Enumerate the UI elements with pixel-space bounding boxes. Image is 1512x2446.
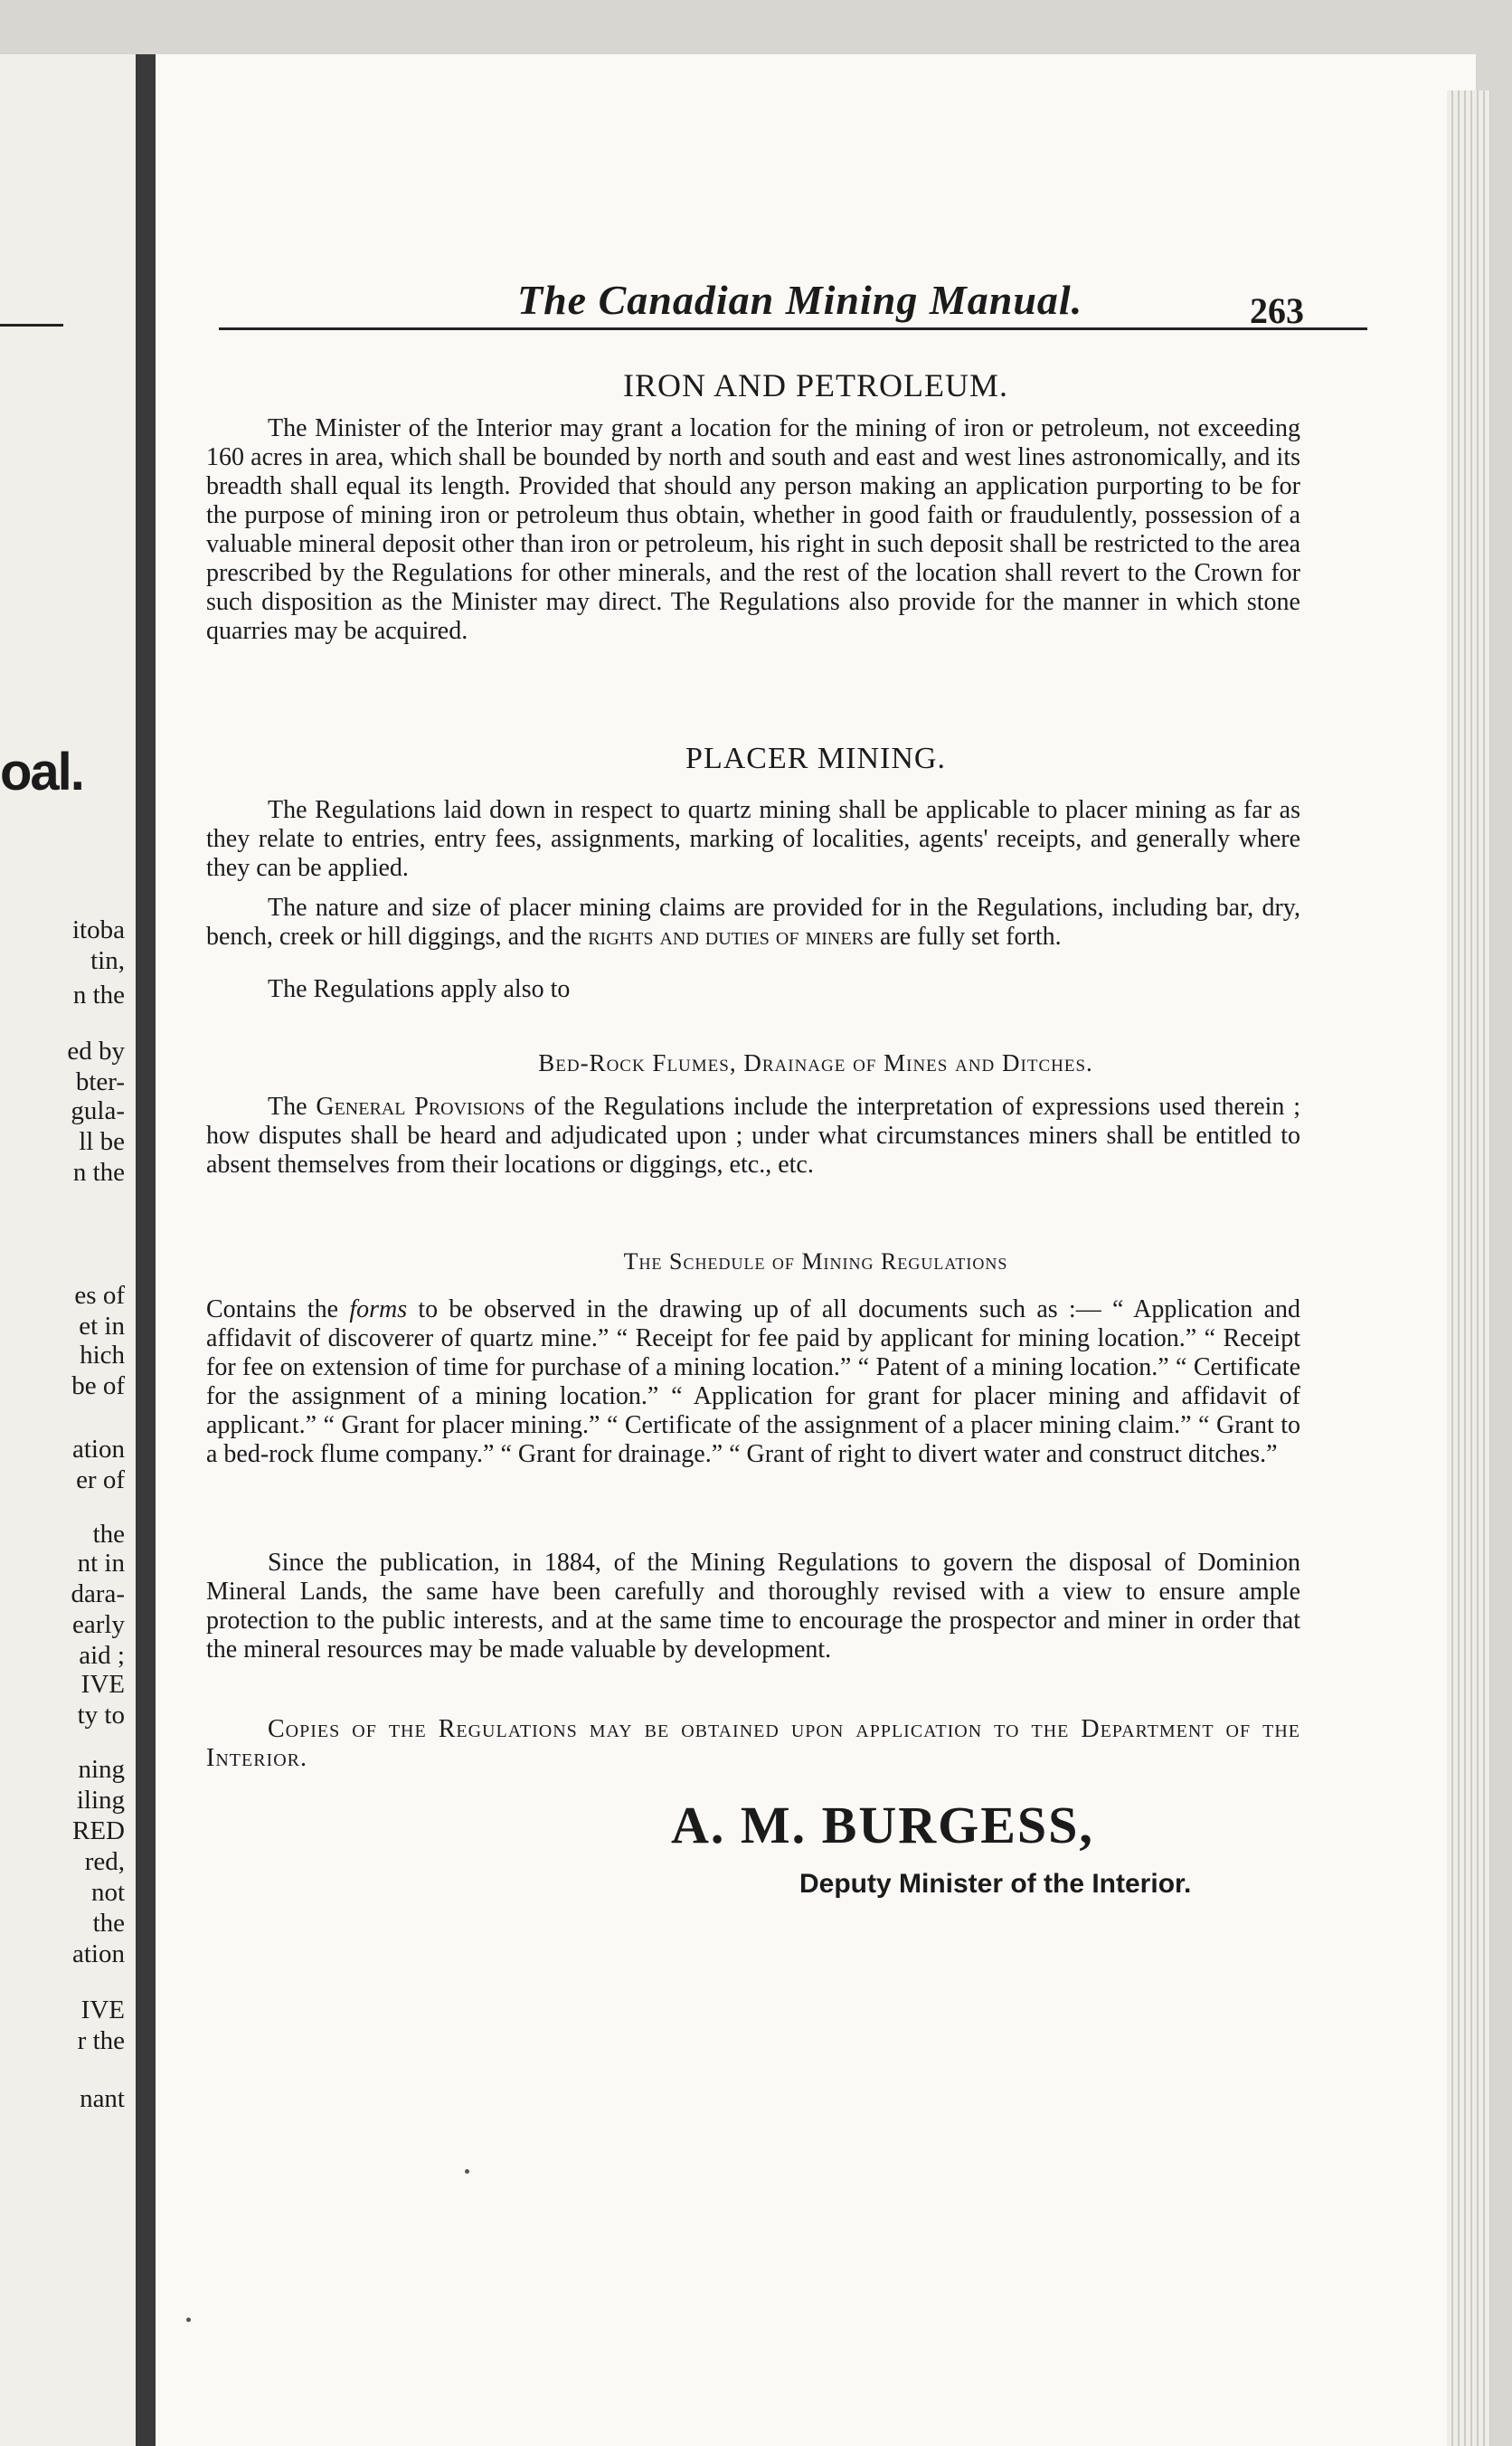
previous-page-text-fragment: n the	[72, 1158, 125, 1187]
since-publication-paragraph: Since the publication, in 1884, of the Mining Regulations to govern the disposal of Dominion Mineral Lands, the same have been carefully and thoroughly revised with a view to ensure ample protection to the public interests, and at the same time to encourage the prospector and miner in order that the mineral resources may be made valuable by development.	[206, 1549, 1300, 1664]
previous-page-text-fragment: iling	[76, 1786, 125, 1815]
previous-page-text-fragment: itoba	[72, 915, 125, 944]
iron-petroleum-paragraph: The Minister of the Interior may grant a location for the mining of iron or petroleum, not exceeding 160 acres in area, which shall be bounded by north and south and east and west lines astronomically, and its breadth shall equal its length. Provided that should any person making an application purporting to be for the purpose of mining iron or petroleum thus obtain, whether in good faith or fraudulently, possession of a valuable mineral deposit other than iron or petroleum, his right in such deposit shall be restricted to the area prescribed by the Regulations for other minerals, and the rest of the location shall revert to the Crown for such disposition as the Minister may direct. The Regulations also provide for the manner in which stone quarries may be acquired.	[206, 414, 1300, 645]
previous-page-text-fragment: r the	[77, 2026, 125, 2055]
signature-title: Deputy Minister of the Interior.	[799, 1869, 1192, 1899]
previous-page-text-fragment: gula-	[71, 1096, 125, 1125]
previous-page-text-fragment: IVE	[80, 1996, 125, 2024]
signature-name: A. M. BURGESS,	[671, 1796, 1094, 1854]
previous-page-text-fragment: ty to	[77, 1701, 125, 1730]
placer-paragraph-2: The nature and size of placer mining claims are provided for in the Regulations, including bar, dry, bench, creek or hill diggings, and the rights and duties of miners are fully set forth.	[206, 894, 1300, 951]
previous-page-text-fragment: et in	[79, 1312, 125, 1341]
previous-page-fragment	[0, 54, 138, 2446]
previous-page-text-fragment: nant	[80, 2084, 125, 2113]
page-number: 263	[1250, 290, 1304, 331]
previous-page-text-fragment: nt in	[77, 1549, 125, 1578]
previous-page-text-fragment: tin,	[90, 946, 125, 975]
iron-petroleum-heading: IRON AND PETROLEUM.	[622, 367, 1008, 403]
previous-page-text-fragment: aid ;	[79, 1641, 125, 1670]
schedule-paragraph: Contains the forms to be observed in the drawing up of all documents such as :— “ Application and affidavit of discoverer of quartz mine.” “ Receipt for fee paid by applicant for mining location.” “ Receipt for fee on extension of time for purchase of a mining location.” “ Patent of a mining location.” “ Certificate for the assignment of a mining location.” “ Application for grant for placer mining and affidavit of applicant.” “ Grant for placer mining.” “ Certificate of the assignment of a placer mining claim.” “ Grant to a bed-rock flume company.” “ Grant for drainage.” “ Grant of right to divert water and construct ditches.”	[206, 1295, 1301, 1468]
placer-paragraph-3: The Regulations apply also to	[268, 975, 571, 1003]
previous-page-text-fragment: er of	[76, 1465, 125, 1494]
copies-notice: Copies of the Regulations may be obtained upon application to the Department of the Interior.	[206, 1715, 1300, 1772]
placer-mining-heading: PLACER MINING.	[685, 742, 946, 775]
header-rule	[219, 327, 1367, 330]
previous-page-text-fragment: ning	[78, 1755, 125, 1784]
placer-paragraph-1: The Regulations laid down in respect to quartz mining shall be applicable to placer mining as far as they relate to entries, entry fees, assignments, marking of localities, agents' receipts, and generally where they can be applied.	[206, 796, 1300, 882]
previous-page-text-fragment: the	[92, 1520, 125, 1549]
previous-page-text-fragment: red,	[84, 1847, 125, 1876]
previous-page-rule	[0, 324, 63, 327]
previous-page-text-fragment: ation	[72, 1939, 125, 1968]
bedrock-heading: Bed-Rock Flumes, Drainage of Mines and Ditches.	[538, 1049, 1093, 1076]
previous-page-text-fragment: ation	[72, 1435, 125, 1464]
page-edge-stack	[1447, 90, 1490, 2446]
previous-page-text-fragment: bter-	[75, 1067, 125, 1096]
previous-page-text-fragment: be of	[71, 1371, 125, 1400]
previous-page-text-fragment: RED	[72, 1816, 125, 1845]
running-header: The Canadian Mining Manual.	[517, 277, 1083, 323]
previous-page-title-fragment: oal.	[0, 743, 83, 801]
general-provisions-paragraph: The General Provisions of the Regulations include the interpretation of expressions used therein ; how disputes shall be heard and adjudicated upon ; under what circumstances miners shall be entitled to absent themselves from their locations or diggings, etc., etc.	[206, 1093, 1301, 1179]
previous-page-text-fragment: ed by	[67, 1037, 125, 1066]
book-gutter	[136, 54, 156, 2446]
previous-page-text-fragment: not	[90, 1878, 125, 1907]
previous-page-text-fragment: n the	[72, 981, 125, 1010]
previous-page-text-fragment: hich	[80, 1341, 125, 1370]
ink-speck	[465, 2169, 469, 2174]
previous-page-text-fragment: IVE	[80, 1670, 125, 1699]
previous-page-text-fragment: dara-	[71, 1579, 125, 1608]
previous-page-text-fragment: ll be	[79, 1127, 125, 1156]
ink-speck	[186, 2318, 191, 2322]
schedule-heading: The Schedule of Mining Regulations	[623, 1248, 1008, 1275]
previous-page-text-fragment: early	[72, 1610, 125, 1639]
previous-page-text-fragment: the	[92, 1909, 125, 1938]
book-page	[156, 54, 1476, 2446]
previous-page-text-fragment: es of	[74, 1281, 125, 1310]
